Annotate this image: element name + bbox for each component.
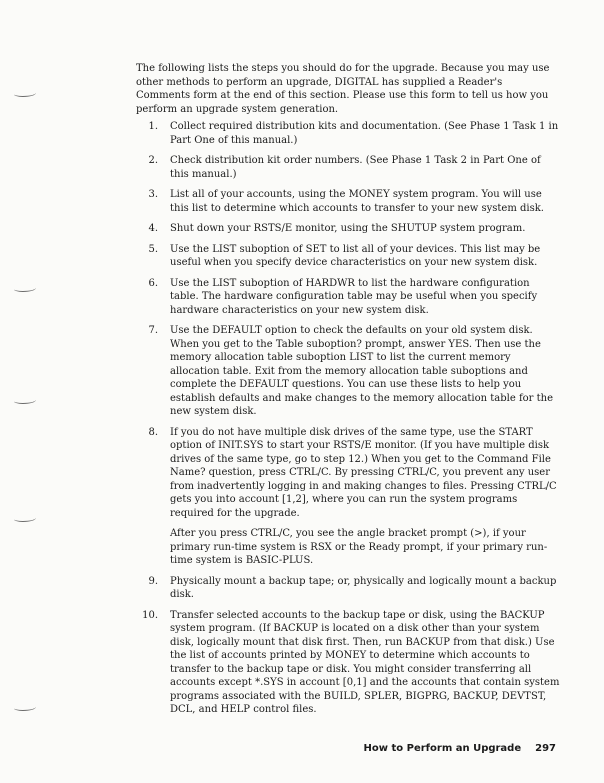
step-number: 1. [148,121,158,132]
step-number: 10. [142,609,158,621]
binding-hole-mark [14,515,36,522]
binding-hole-mark [14,285,36,292]
step-number: 6. [148,277,158,289]
section-title: How to Perform an Upgrade [363,743,522,754]
step-text: Transfer selected accounts to the backup tape or disk, using the BACKUP system program. (If BACKUP is located on a disk other than your system disk, logically mount that disk first. Then, run BACKUP from that disk.) Use the list of accounts printed by MONEY to determine which accounts to transfer to the backup tape or disk. You might consider transferring all accounts except *.SYS in account [0,1] and the accounts that contain system programs associated with the BUILD, SPLER, BIGPRG, BACKUP, DEVTST, DCL, and HELP control files. [170,609,560,715]
step-item [136,120,560,147]
step-number: 7. [148,325,158,336]
step-text: List all of your accounts, using the MONEY system program. You will use this list to determine which accounts to transfer to your new system disk. [170,189,544,214]
step-number: 3. [148,189,158,200]
binding-hole-mark [14,397,36,404]
step-number: 5. [148,243,158,255]
step-text: Use the DEFAULT option to check the defaults on your old system disk. When you get to the Table suboption? prompt, answer YES. Then use the memory allocation table suboption LIST to list the current memory allocation table. Exit from the memory allocation table suboptions and complete the DEFAULT questions. You can use these lists to help you establish defaults and make changes to the memory allocation table for the new system disk. [170,325,554,417]
step-item [136,426,560,568]
step-item [136,324,560,419]
step-item [136,243,560,270]
step-text: Use the LIST suboption of SET to list all of your devices. This list may be useful when you specify device characteristics on your new system disk. [170,243,541,268]
step-number: 8. [148,426,158,438]
step-item [136,222,560,236]
step-item [136,277,560,318]
page-number: 297 [535,743,556,754]
step-item [136,575,560,602]
step-item [136,188,560,215]
step-number: 2. [148,155,158,166]
step-text: Check distribution kit order numbers. (See Phase 1 Task 2 in Part One of this manual.) [170,155,541,180]
page-footer [364,743,556,754]
step-text: Shut down your RSTS/E monitor, using the SHUTUP system program. [170,223,526,234]
step-item [136,609,560,717]
step-text: Use the LIST suboption of HARDWR to list the hardware configuration table. The hardware configuration table may be useful when you specify hardware characteristics on your new system disk. [170,277,538,316]
binding-hole-mark [14,704,36,711]
step-text: Collect required distribution kits and documentation. (See Phase 1 Task 1 in Part One of this manual.) [170,121,559,146]
step-text: If you do not have multiple disk drives of the same type, use the START option of INIT.SYS to start your RSTS/E monitor. (If you have multiple disk drives of the same type, go to step 12.) When you get to the Command File Name? question, press CTRL/C. By pressing CTRL/C, you prevent any user from inadvertently logging in and making changes to files. Pressing CTRL/C gets you into account [1,2], where you can run the system programs required for the upgrade. [170,426,557,519]
step-text: Physically mount a backup tape; or, physically and logically mount a backup disk. [170,575,557,600]
upgrade-steps-list [136,120,560,724]
step-item [136,154,560,181]
step-number: 4. [148,223,158,234]
binding-hole-mark [14,90,36,97]
step-note: After you press CTRL/C, you see the angle bracket prompt (>), if your primary run-time system is RSX or the Ready prompt, if your primary run-time system is BASIC-PLUS. [170,528,548,566]
step-number: 9. [148,575,158,587]
intro-paragraph: The following lists the steps you should do for the upgrade. Because you may use other methods to perform an upgrade, DIGITAL has supplied a Reader's Comments form at the end of this section. Please use this form to tell us how you perform an upgrade system generation. [136,63,550,115]
